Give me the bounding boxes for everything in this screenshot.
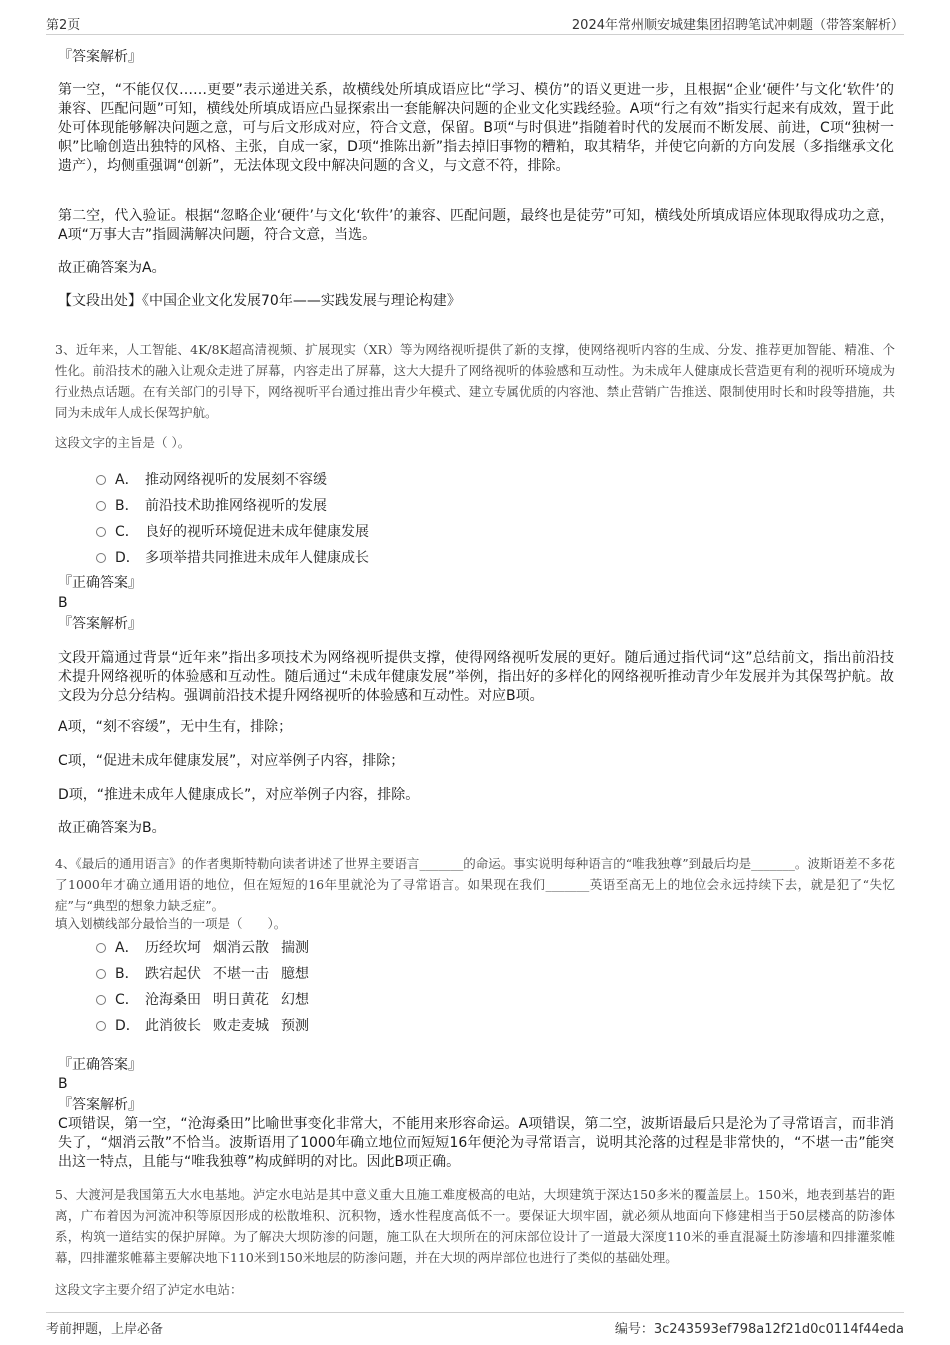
- option-word-3: 揣测: [281, 940, 309, 956]
- radio-button[interactable]: [96, 943, 106, 953]
- q3-question: 这段文字的主旨是（ ）。: [55, 435, 191, 450]
- radio-button[interactable]: [96, 1021, 106, 1031]
- q4-option-d[interactable]: [96, 1015, 321, 1035]
- q4-option-b[interactable]: [96, 963, 321, 983]
- option-letter: A．: [115, 940, 139, 956]
- option-word-3: 幻想: [281, 992, 309, 1008]
- q4-answer: B: [58, 1076, 68, 1092]
- q5-question: 这段文字主要介绍了泸定水电站：: [55, 1282, 243, 1297]
- radio-button[interactable]: [96, 553, 106, 563]
- option-text: 前沿技术助推网络视听的发展: [145, 498, 327, 514]
- q3-stem: 3、近年来，人工智能、4K/8K超高清视频、扩展现实（XR）等为网络视听提供了新的支撑，使网络视听内容的生成、分发、推荐更加智能、精准、个性化。前沿技术的融入让观众走进了屏幕，内容走出了屏幕，这大大提升了网络视听的体验感和互动性。为未成年人健康成长营造更有利的视听环境成为行业热点话题。在有关部门的引导下，网络视听平台通过推出青少年模式、建立专属优质的内容池、禁止营销广告推送、限制使用时长和时段等措施，共同为未成年人成长保驾护航。: [55, 342, 895, 420]
- footer-slogan: 考前押题，上岸必备: [46, 1322, 164, 1337]
- q3-answer-title: 『正确答案』: [58, 575, 142, 591]
- q4-answer-title: 『正确答案』: [58, 1057, 142, 1073]
- option-word-1: 跌宕起伏: [145, 966, 201, 982]
- q4-option-a[interactable]: [96, 937, 321, 957]
- option-word-2: 烟消云散: [213, 940, 269, 956]
- q3-analysis-title: 『答案解析』: [58, 616, 142, 632]
- q2-analysis-title: 『答案解析』: [58, 49, 142, 65]
- option-word-3: 臆想: [281, 966, 309, 982]
- q4-option-c[interactable]: [96, 989, 321, 1009]
- option-text: 多项举措共同推进未成年人健康成长: [145, 550, 369, 566]
- option-text: 推动网络视听的发展刻不容缓: [145, 472, 327, 488]
- option-letter: A．: [115, 472, 139, 488]
- page-header: [46, 12, 904, 35]
- q2-source: 【文段出处】《中国企业文化发展70年——实践发展与理论构建》: [58, 293, 461, 309]
- radio-button[interactable]: [96, 969, 106, 979]
- option-text: 良好的视听环境促进未成年健康发展: [145, 524, 369, 540]
- option-letter: C．: [115, 524, 139, 540]
- option-letter: B．: [115, 498, 139, 514]
- q3-analysis-paragraph: 文段开篇通过背景“近年来”指出多项技术为网络视听提供支撑，使得网络视听发展的更好。随后通过指代词“这”总结前文，指出前沿技术提升网络视听的体验感和互动性。随后通过“未成年健康发展”举例，指出好的多样化的网络视听推动青少年发展并为其保驾护航。故文段为分总分结构。强调前沿技术提升网络视听的体验感和互动性。对应B项。: [58, 650, 894, 704]
- option-word-1: 历经坎坷: [145, 940, 201, 956]
- q2-conclusion: 故正确答案为A。: [58, 260, 166, 276]
- q4-question: 填入划横线部分最恰当的一项是（ ）。: [55, 916, 287, 931]
- q2-analysis-paragraph-2: 第二空，代入验证。根据“忽略企业‘硬件’与文化‘软件’的兼容、匹配问题，最终也是徒劳”可知，横线处所填成语应体现取得成功之意，A项“万事大吉”指圆满解决问题，符合文意，当选。: [58, 208, 894, 243]
- q4-analysis-title: 『答案解析』: [58, 1097, 142, 1113]
- q3-answer: B: [58, 595, 68, 611]
- q4-stem: 4、《最后的通用语言》的作者奥斯特勒向读者讲述了世界主要语言_______的命运。事实说明每种语言的“唯我独尊”到最后均是_______。波斯语差不多花了1000年才确立通用语的地位，但在短短的16年里就沦为了寻常语言。如果现在我们_______英语至高无上的地位会永远持续下去，就是犯了“失忆症”与“典型的想象力缺乏症”。: [55, 856, 895, 913]
- q3-conclusion: 故正确答案为B。: [58, 820, 166, 836]
- option-word-1: 沧海桑田: [145, 992, 201, 1008]
- option-letter: D．: [115, 1018, 140, 1034]
- q3-option-b[interactable]: [96, 495, 327, 515]
- q3-option-d[interactable]: [96, 547, 369, 567]
- radio-button[interactable]: [96, 501, 106, 511]
- q3-analysis-option-a: A项，“刻不容缓”，无中生有，排除；: [58, 719, 293, 735]
- option-word-2: 不堪一击: [213, 966, 269, 982]
- radio-button[interactable]: [96, 527, 106, 537]
- option-word-1: 此消彼长: [145, 1018, 201, 1034]
- option-letter: B．: [115, 966, 139, 982]
- radio-button[interactable]: [96, 995, 106, 1005]
- q4-analysis-paragraph: C项错误，第一空，“沧海桑田”比喻世事变化非常大，不能用来形容命运。A项错误，第二空，波斯语最后只是沦为了寻常语言，而非消失了，“烟消云散”不恰当。波斯语用了1000年确立地位而短短16年便沦为寻常语言，说明其沦落的过程是非常快的，“不堪一击”能突出这一特点，且能与“唯我独尊”构成鲜明的对比。因此B项正确。: [58, 1116, 894, 1170]
- option-letter: C．: [115, 992, 139, 1008]
- option-letter: D．: [115, 550, 140, 566]
- q3-analysis-option-d: D项，“推进未成年人健康成长”，对应举例子内容，排除。: [58, 787, 420, 803]
- page-number: 第2页: [46, 18, 81, 33]
- q5-stem: 5、大渡河是我国第五大水电基地。泸定水电站是其中意义重大且施工难度极高的电站，大坝建筑于深达150多米的覆盖层上。150米，地表到基岩的距离，广布着因为河流冲积等原因形成的松散堆积、沉积物，透水性程度高低不一。要保证大坝牢固，就必须从地面向下修建相当于50层楼高的防渗体系，构筑一道结实的保护屏障。为了解决大坝防渗的问题，施工队在大坝所在的河床部位设计了一道最大深度110米的垂直混凝土防渗墙和四排灌浆帷幕，四排灌浆帷幕主要解决地下110米到150米地层的防渗问题，并在大坝的两岸部位也进行了类似的基础处理。: [55, 1187, 895, 1265]
- q3-analysis-option-c: C项，“促进未成年健康发展”，对应举例子内容，排除；: [58, 753, 405, 769]
- option-word-3: 预测: [281, 1018, 309, 1034]
- option-word-2: 明日黄花: [213, 992, 269, 1008]
- q3-option-c[interactable]: [96, 521, 369, 541]
- option-word-2: 败走麦城: [213, 1018, 269, 1034]
- q2-analysis-paragraph-1: 第一空，“不能仅仅……更要”表示递进关系，故横线处所填成语应比“学习、模仿”的语义更进一步，且根据“企业‘硬件’与文化‘软件’的兼容、匹配问题”可知，横线处所填成语应凸显探索出一套能解决问题的企业文化实践经验。A项“行之有效”指实行起来有成效，置于此处可体现能够解决问题之意，可与后文形成对应，符合文意，保留。B项“与时俱进”指随着时代的发展而不断发展、前进，C项“独树一帜”比喻创造出独特的风格、主张，自成一家，D项“推陈出新”指去掉旧事物的糟粕，取其精华，并使它向新的方向发展（多指继承文化遗产），均侧重强调“创新”，无法体现文段中解决问题的含义，与文意不符，排除。: [58, 82, 894, 174]
- document-title: 2024年常州顺安城建集团招聘笔试冲刺题（带答案解析）: [571, 18, 904, 33]
- q3-option-a[interactable]: [96, 469, 327, 489]
- document-id: 编号：3c243593ef798a12f21d0c0114f44eda: [614, 1322, 904, 1337]
- radio-button[interactable]: [96, 475, 106, 485]
- page-footer: [46, 1312, 904, 1339]
